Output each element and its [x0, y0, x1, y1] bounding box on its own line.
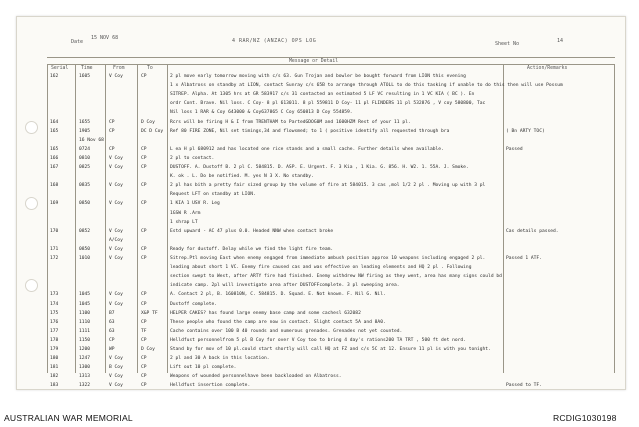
log-cell-serial: 176 [50, 319, 59, 325]
log-cell-time: 0850 [79, 246, 91, 252]
log-row [17, 311, 625, 318]
log-cell-serial: 169 [50, 201, 59, 207]
log-cell-time: 1605 [79, 74, 91, 79]
log-cell-message: K. ok . L. Do be notified. M. yes N 3 X. No standby. [170, 174, 314, 180]
log-cell-message: Lift out 10 pl complete. [170, 365, 237, 371]
log-cell-from: CP [109, 119, 115, 125]
log-row [17, 129, 625, 136]
log-cell-message: leading about short 1 VC. Enemy fire caused cas and was effective on leading elements and HQ 2 pl . Following [170, 265, 472, 271]
log-cell-message: 1 shrap LT [170, 219, 198, 225]
log-row [17, 374, 625, 381]
log-cell-message: Ref 80 FIRE ZONE, Nil set timings,34 and flowsmed; to 1 ( positive identify all requested through bra [170, 128, 450, 134]
footer-source: AUSTRALIAN WAR MEMORIAL [4, 413, 133, 423]
log-row [17, 347, 625, 354]
log-cell-time: 1300 [79, 365, 91, 371]
log-cell-serial: 168 [50, 183, 59, 189]
date-label: Date [71, 39, 84, 45]
log-cell-time: 16 Nov 68 [79, 137, 104, 143]
log-cell-serial: 162 [50, 74, 59, 79]
log-cell-to: CP [141, 365, 147, 371]
log-cell-from: V Coy [109, 183, 123, 189]
log-cell-serial: 182 [50, 374, 59, 380]
log-cell-time: 1045 [79, 292, 91, 298]
log-cell-from: WP [109, 347, 115, 352]
log-row [17, 147, 625, 154]
log-cell-message: These people who found the camp are now in contact. Slight contact 5A and 8A0. [170, 319, 386, 325]
log-cell-serial: 183 [50, 383, 59, 389]
log-cell-time: 1655 [79, 119, 91, 125]
log-cell-message: section swept to West, after ARTY fire had finished. Enemy withdrew NW firing as they went, area has many signs could bd [170, 274, 502, 280]
log-cell-message: Rcrs will be firing H & I from TRENTHAM to PartedGDOG0M and 1600HZM Rest of your 11 pl. [170, 119, 411, 125]
header-rule-top [47, 57, 615, 58]
date-value: 15 NOV 68 [91, 35, 119, 41]
log-cell-from: 63 [109, 328, 115, 334]
log-cell-from: CP [109, 128, 115, 134]
log-cell-time: 1045 [79, 301, 91, 307]
log-cell-message: Cache contains over 100 B 40 rounds and numerous grenades. Grenades not yet counted. [170, 328, 403, 334]
log-cell-serial: 177 [50, 328, 59, 334]
log-cell-from: B7 [109, 310, 115, 316]
log-cell-time: 0850 [79, 201, 91, 207]
log-cell-serial: 165 [50, 128, 59, 134]
log-cell-to: CP [141, 337, 147, 343]
log-cell-from: V Coy [109, 292, 123, 298]
log-title: 4 RAR/NZ (ANZAC) OPS LOG [232, 38, 317, 44]
log-sheet [16, 16, 626, 390]
log-cell-message: SITREP. Alpha. At 1305 hrs at GR 583917 c/s 31 contacted an estimated 5 LF VC resulting in 1 VC KIA ( BC ). En [170, 92, 475, 98]
log-cell-time: 0825 [79, 165, 91, 170]
log-cell-message: Ready for dustoff. Delay while we find the light fire team. [170, 246, 334, 252]
log-row [17, 101, 625, 108]
log-cell-to: D Coy [141, 347, 155, 352]
log-cell-time: 1111 [79, 328, 91, 334]
log-row [17, 356, 625, 363]
log-row [17, 229, 625, 236]
log-cell-from: V Coy [109, 356, 123, 362]
log-cell-to: CP [141, 256, 147, 261]
log-cell-from: V Coy [109, 246, 123, 252]
log-row [17, 292, 625, 299]
log-cell-serial: 178 [50, 337, 59, 343]
log-cell-message: Request LFT on standby at LION. [170, 192, 256, 198]
log-cell-to: CP [141, 246, 147, 252]
log-cell-message: Stand by for mov of 10 pl.could start shortly will call HQ at FZ and c/s 5C at 12. Ensure 11 pl is with you tonight. [170, 347, 491, 352]
log-cell-from: V Coy [109, 165, 123, 170]
log-row [17, 138, 625, 145]
log-cell-message: 1 KIA 1 USV R. Leg [170, 201, 220, 207]
log-cell-to: CP [141, 183, 147, 189]
log-cell-action: Cas details passed. [506, 228, 559, 234]
log-cell-to: CP [141, 356, 147, 362]
log-cell-serial: 181 [50, 365, 59, 371]
log-row [17, 320, 625, 327]
sheet-label: Sheet No [495, 41, 520, 47]
log-row [17, 110, 625, 117]
log-cell-serial: 164 [50, 119, 59, 125]
log-cell-time: 0724 [79, 146, 91, 152]
log-cell-message: 2 pl and 30 A back in this location. [170, 356, 270, 362]
col-header-from: From [113, 66, 125, 71]
log-cell-message: HELPER CAKES? has found large enemy base camp and some cachesl 632082 [170, 310, 361, 316]
log-cell-from: CP [109, 146, 115, 152]
log-cell-time: 1200 [79, 347, 91, 352]
log-row [17, 165, 625, 172]
log-row [17, 220, 625, 227]
log-cell-from: V Coy [109, 228, 123, 234]
log-cell-message: 2 pl has bith a pretty fair sized group by the volume of fire at 584015. 3 cas ,mol 1/2 2 pl . Moving up with 3 pl [170, 183, 486, 189]
log-cell-serial: 174 [50, 301, 59, 307]
log-cell-serial: 175 [50, 310, 59, 316]
log-cell-to: CP [141, 292, 147, 298]
log-cell-message: 2 pl to contact. [170, 155, 215, 161]
log-cell-from: V Coy [109, 301, 123, 307]
log-row [17, 256, 625, 263]
log-cell-serial: 166 [50, 155, 59, 161]
log-cell-action: Passed [506, 146, 523, 152]
log-cell-serial: 173 [50, 292, 59, 298]
log-cell-time: 0852 [79, 228, 91, 234]
log-cell-serial: 172 [50, 256, 59, 261]
log-row [17, 92, 625, 99]
log-cell-from: V Coy [109, 74, 123, 79]
log-cell-serial: 180 [50, 356, 59, 362]
log-cell-to: CP [141, 155, 147, 161]
log-cell-message: A. Contact 2 pl, B. 160810N, C. 584815. D. Squad. E. Not known. F. Nil G. Nil. [170, 292, 386, 298]
log-cell-serial: 167 [50, 165, 59, 170]
log-cell-from: V Coy [109, 383, 123, 389]
log-cell-to: CP [141, 74, 147, 79]
log-cell-time: 0810 [79, 155, 91, 161]
log-row [17, 383, 625, 390]
col-header-time: Time [81, 66, 93, 71]
log-cell-message: 2 pl move early tomorrow moving with c/s 63. Gun Trojan and bowler be bought forward from LION this evening [170, 74, 466, 79]
log-cell-message: Sitrep.Ptl moving East when enemy engaged from immediate ambush position approx 10 weapons including engaged 2 pl. [170, 256, 486, 261]
log-cell-message: DUSTOFF. A. Dustoff B. 2 pl C. 584815. D. ASP. E. Urgent. F. 3 Kia , 1 Kia. G. 856. H. W2. 1. 55A. J. Smoke. [170, 165, 469, 170]
header-rule-bottom [47, 64, 615, 65]
log-cell-from: V Coy [109, 155, 123, 161]
log-cell-to: CP [141, 146, 147, 152]
log-cell-message: 1GSW R .Arm [170, 210, 201, 216]
log-cell-time: 0835 [79, 183, 91, 189]
log-row [17, 183, 625, 190]
col-header-to: To [147, 66, 153, 71]
log-cell-message: Helldfust personnelfrom 5 pl B Coy for over V Coy too to bring 4 day's rations200 TA TRT , 500 ft det nord. [170, 337, 466, 343]
col-header-message: Message or Detail [289, 59, 339, 64]
log-cell-to: TF [141, 328, 147, 334]
log-row [17, 201, 625, 208]
log-row [17, 338, 625, 345]
log-cell-message: Nil loss 1 RAR & Coy 643000 & Coy637865 C Coy 650813 D Coy 554859. [170, 110, 353, 116]
log-cell-from: 63 [109, 319, 115, 325]
log-cell-message: ordr Cont. Brave. Nil loss. C Coy- 8 pl 613011. 8 pl 559811 D Coy- 11 pl FLINDERS 11 pl 532876 , V coy 580800, Tac [170, 101, 486, 107]
log-cell-message: Weapons of wounded personnelhave been backloaded on Albatross. [170, 374, 342, 380]
log-row [17, 283, 625, 290]
log-row [17, 156, 625, 163]
log-cell-action: ( Bn ARTY TOC) [506, 128, 545, 134]
log-cell-time: 1905 [79, 128, 91, 134]
log-row [17, 365, 625, 372]
log-cell-to: CP [141, 201, 147, 207]
col-header-serial: Serial [51, 66, 69, 71]
log-cell-from: V Coy [109, 256, 123, 261]
log-cell-serial: 171 [50, 246, 59, 252]
log-cell-message: Estd upward - AC 47 plus 0.0. Headed NNW when contact broke [170, 228, 334, 234]
log-cell-time: 1150 [79, 337, 91, 343]
log-row [17, 247, 625, 254]
log-cell-time: 1313 [79, 374, 91, 380]
log-row [17, 83, 625, 90]
log-cell-to: CP [141, 165, 147, 170]
log-cell-from: CP [109, 337, 115, 343]
log-cell-message: 1 x Albatross on standby at LION, contact Sunray c/s 65B to arrange through ATOLL to do this tasking if unable to do this then will use Possum [170, 83, 563, 89]
log-cell-message: L ea H pl 680912 and has located one rice stands and a small cache. Further details when available. [170, 146, 444, 152]
log-row [17, 274, 625, 281]
log-cell-from: B Coy [109, 365, 123, 371]
log-row [17, 265, 625, 272]
log-row [17, 74, 625, 81]
log-cell-time: 1247 [79, 356, 91, 362]
log-cell-message: Helldfust insertion complete. [170, 383, 251, 389]
log-cell-action: Passed 1 ATF. [506, 256, 542, 261]
log-cell-time: 1010 [79, 256, 91, 261]
log-row [17, 192, 625, 199]
log-row [17, 174, 625, 181]
log-cell-to: CP [141, 228, 147, 234]
log-row [17, 329, 625, 336]
log-cell-message: Dustoff complete. [170, 301, 218, 307]
log-cell-to: CP [141, 374, 147, 380]
footer-reference: RCDIG1030198 [553, 413, 617, 423]
log-cell-to: D Coy [141, 119, 155, 125]
log-row [17, 238, 625, 245]
log-cell-time: 1322 [79, 383, 91, 389]
log-cell-message: indicate camp. 2pl will investigate area after DUSTOFFcomplete. 3 pl sweeping area. [170, 283, 400, 289]
log-cell-time: 1100 [79, 310, 91, 316]
log-cell-serial: 179 [50, 347, 59, 352]
log-cell-from: V Coy [109, 201, 123, 207]
log-cell-action: Passed to TF. [506, 383, 542, 389]
log-row [17, 120, 625, 127]
log-cell-serial: 165 [50, 146, 59, 152]
log-cell-time: 1110 [79, 319, 91, 325]
sheet-value: 14 [557, 38, 564, 44]
log-row [17, 211, 625, 218]
log-cell-to: CP [141, 319, 147, 325]
col-header-action: Action/Remarks [527, 66, 568, 71]
log-cell-serial: 170 [50, 228, 59, 234]
log-cell-to: DC D Coy [141, 128, 164, 134]
log-cell-to: X&P TF [141, 310, 158, 316]
log-cell-from: V Coy [109, 374, 123, 380]
log-cell-to: CP [141, 301, 147, 307]
log-cell-from: A/Coy [109, 237, 123, 243]
log-row [17, 302, 625, 309]
log-cell-to: CP [141, 383, 147, 389]
